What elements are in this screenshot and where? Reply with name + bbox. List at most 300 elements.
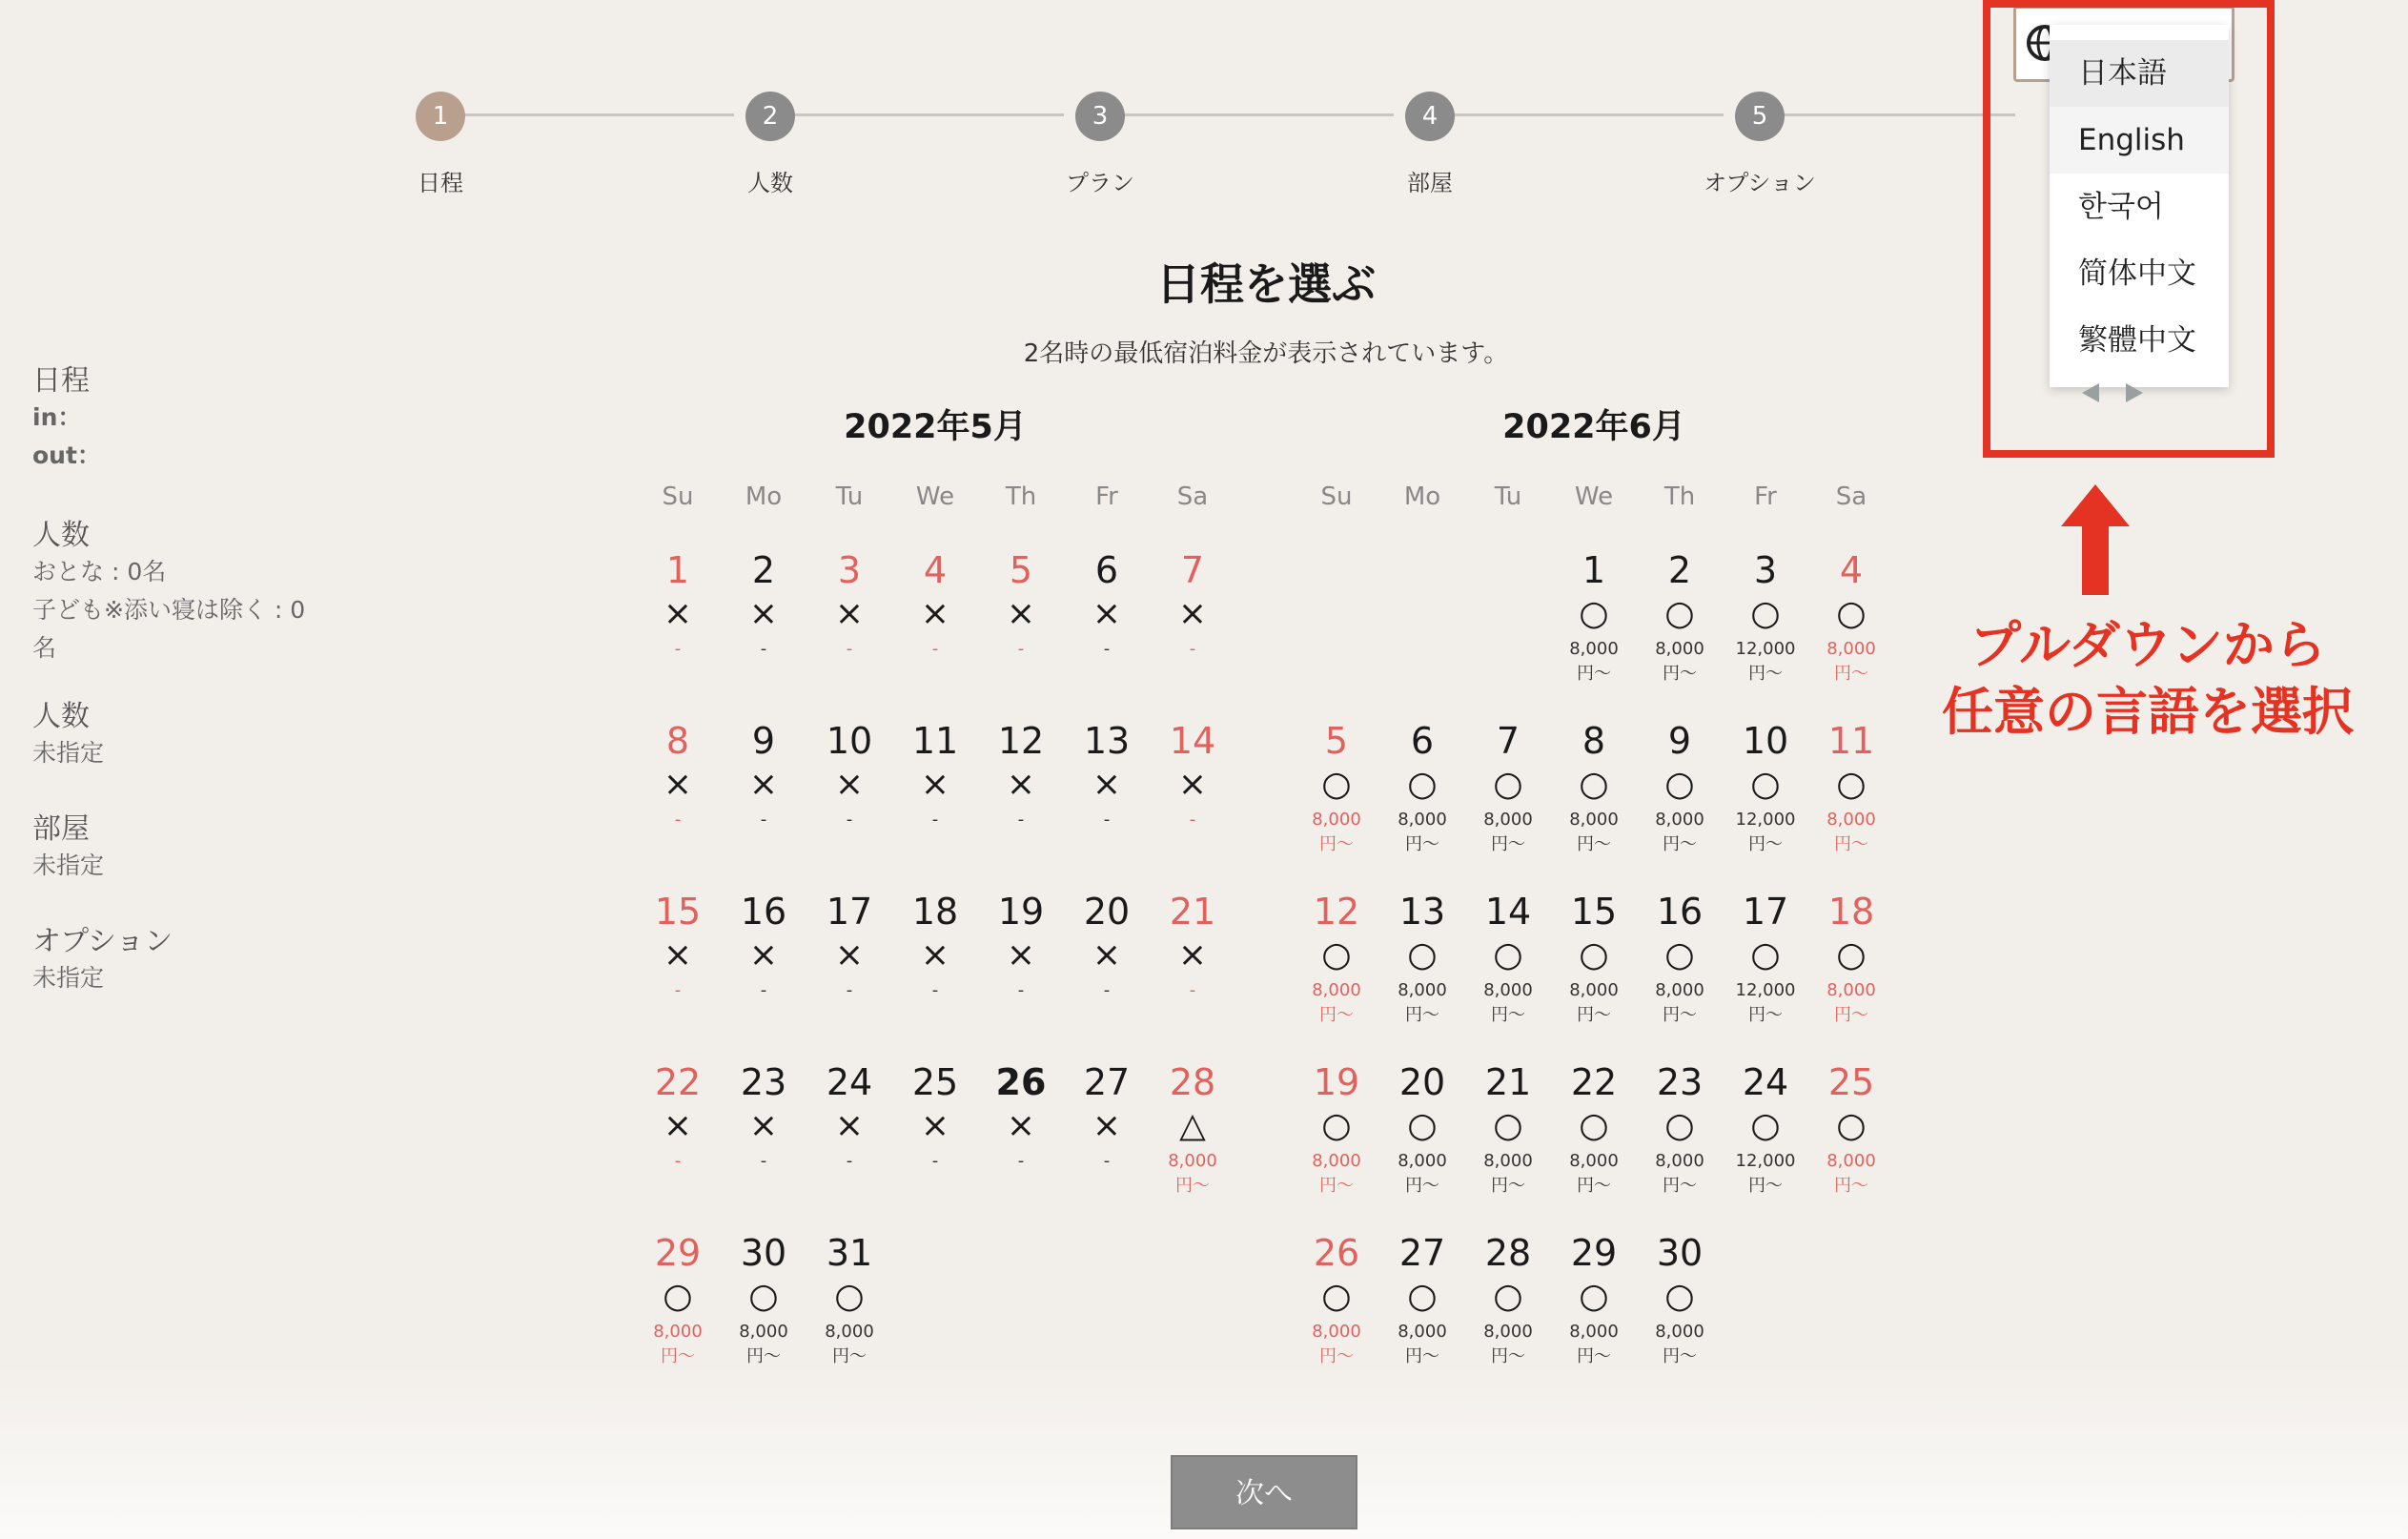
calendar-day (635, 1061, 721, 1223)
availability-mark: × (663, 1106, 693, 1145)
day-number: 29 (654, 1232, 702, 1274)
day-number: 13 (1083, 720, 1131, 762)
price-unit: 円〜 (1319, 834, 1354, 854)
calendar-day (978, 1061, 1064, 1223)
day-price (1379, 1320, 1465, 1369)
price-amount: 8,000 (1312, 980, 1361, 1000)
calendar-day[interactable] (1551, 1061, 1637, 1223)
price-amount: 8,000 (1826, 980, 1876, 1000)
calendar-day[interactable] (1465, 1232, 1551, 1394)
availability-mark: ○ (1579, 1106, 1609, 1145)
step-number: 1 (416, 92, 465, 141)
day-price (1723, 637, 1808, 687)
calendar-day[interactable] (1379, 1232, 1465, 1394)
day-price (1808, 1149, 1894, 1199)
availability-mark: ○ (1493, 1277, 1523, 1316)
calendar-day (978, 720, 1064, 882)
day-number: 11 (1827, 720, 1875, 762)
day-price (1637, 1149, 1723, 1199)
day-number: 14 (1169, 720, 1216, 762)
day-number: 5 (1009, 549, 1033, 591)
day-price (1294, 1149, 1379, 1199)
availability-mark: × (1092, 765, 1122, 804)
day-number: 15 (654, 891, 702, 933)
day-price (806, 1320, 892, 1369)
price-unit: 円〜 (1577, 1176, 1611, 1196)
availability-mark: ○ (1664, 765, 1695, 804)
availability-mark: ○ (1750, 935, 1781, 975)
calendar-day (721, 549, 806, 711)
calendar-day[interactable] (1551, 720, 1637, 882)
calendar-day[interactable] (1465, 720, 1551, 882)
price-unit: 円〜 (1577, 1005, 1611, 1025)
calendar-day (892, 720, 978, 882)
calendar-day[interactable] (1465, 1061, 1551, 1223)
day-price: - (931, 810, 939, 830)
availability-mark: ○ (1579, 594, 1609, 633)
price-unit: 円〜 (1663, 1176, 1697, 1196)
price-amount: 8,000 (653, 1322, 703, 1342)
language-option-japanese[interactable]: 日本語 (2050, 40, 2229, 107)
availability-mark: ○ (1493, 935, 1523, 975)
availability-mark: ○ (1750, 1106, 1781, 1145)
availability-mark: × (1006, 1106, 1036, 1145)
step-schedule[interactable] (326, 92, 555, 197)
price-unit: 円〜 (1834, 1005, 1868, 1025)
price-unit: 円〜 (1834, 1176, 1868, 1196)
calendar-day[interactable] (1551, 1232, 1637, 1394)
step-label: 人数 (747, 170, 793, 196)
availability-mark: △ (1179, 1106, 1206, 1145)
availability-mark: × (748, 1106, 779, 1145)
price-unit: 円〜 (661, 1346, 695, 1366)
day-price (1551, 978, 1637, 1028)
price-unit: 円〜 (746, 1346, 781, 1366)
summary-adults: おとな : 0名 (32, 558, 167, 585)
price-unit: 円〜 (1319, 1346, 1354, 1366)
availability-mark: ○ (1321, 1106, 1352, 1145)
calendar-day[interactable] (1294, 891, 1379, 1053)
day-price: - (1017, 810, 1025, 830)
price-amount: 8,000 (1168, 1151, 1217, 1171)
price-amount: 8,000 (739, 1322, 788, 1342)
price-amount: 8,000 (1655, 639, 1704, 659)
availability-mark: × (748, 765, 779, 804)
price-amount: 8,000 (1569, 980, 1619, 1000)
availability-mark: ○ (1664, 1106, 1695, 1145)
day-number: 29 (1570, 1232, 1618, 1274)
calendar-day[interactable] (1637, 891, 1723, 1053)
calendar-day (806, 891, 892, 1053)
day-number: 11 (911, 720, 959, 762)
summary-option-heading: オプション (32, 925, 173, 958)
price-unit: 円〜 (1405, 834, 1439, 854)
day-number: 20 (1398, 1061, 1446, 1103)
price-amount: 8,000 (1826, 639, 1876, 659)
summary-checkin: in： (32, 403, 82, 431)
price-unit: 円〜 (1319, 1176, 1354, 1196)
availability-mark: ○ (1836, 935, 1867, 975)
day-price (1379, 978, 1465, 1028)
calendar-day[interactable] (1294, 1061, 1379, 1223)
calendar-day[interactable] (1379, 1061, 1465, 1223)
day-number: 30 (740, 1232, 787, 1274)
weekday-label: Th (1005, 482, 1037, 511)
calendar-day (1064, 549, 1150, 711)
price-unit: 円〜 (1405, 1005, 1439, 1025)
calendar-day (1150, 891, 1235, 1053)
price-unit: 円〜 (1663, 834, 1697, 854)
day-price: - (1189, 639, 1196, 659)
page-title: 日程を選ぶ (1156, 258, 1376, 310)
annotation-line-2: 任意の言語を選択 (1942, 682, 2354, 742)
availability-mark: ○ (1836, 765, 1867, 804)
day-number: 31 (826, 1232, 873, 1274)
summary-checkout: out： (32, 441, 101, 469)
summary-children-unit: 名 (32, 634, 57, 662)
next-button[interactable]: 次へ (1171, 1455, 1357, 1529)
language-option-traditional-chinese[interactable]: 繁體中文 (2078, 323, 2196, 358)
calendar-day (635, 891, 721, 1053)
availability-mark: × (834, 1106, 865, 1145)
calendar-day[interactable] (806, 1232, 892, 1394)
day-number: 22 (654, 1061, 702, 1103)
calendar-day (721, 891, 806, 1053)
price-amount: 12,000 (1735, 1151, 1796, 1171)
calendar-day (978, 549, 1064, 711)
day-price: - (760, 810, 767, 830)
calendar-day[interactable] (1808, 891, 1894, 1053)
day-number: 6 (1410, 720, 1435, 762)
availability-mark: × (1006, 935, 1036, 975)
price-unit: 円〜 (1491, 1005, 1525, 1025)
day-number: 9 (751, 720, 776, 762)
weekday-label: Sa (1176, 482, 1209, 511)
price-amount: 8,000 (1655, 1151, 1704, 1171)
language-option-simplified-chinese[interactable]: 简体中文 (2078, 256, 2196, 291)
day-number: 21 (1169, 891, 1216, 933)
price-unit: 円〜 (1491, 834, 1525, 854)
day-price (1551, 1149, 1637, 1199)
day-number: 19 (1313, 1061, 1360, 1103)
day-price: - (931, 1151, 939, 1171)
availability-mark: × (748, 935, 779, 975)
weekday-label: Mo (1403, 482, 1441, 511)
summary-schedule-heading: 日程 (32, 364, 90, 398)
summary-room-heading: 部屋 (32, 812, 90, 846)
price-unit: 円〜 (1405, 1346, 1439, 1366)
day-price: - (760, 980, 767, 1000)
day-price (1294, 978, 1379, 1028)
day-price: - (1189, 810, 1196, 830)
day-price: - (931, 639, 939, 659)
day-price: - (1017, 980, 1025, 1000)
availability-mark: × (920, 594, 950, 633)
day-price (1723, 978, 1808, 1028)
calendar-june (1294, 400, 1894, 1366)
summary-people-heading: 人数 (32, 519, 90, 552)
calendar-day[interactable] (1723, 720, 1808, 882)
calendar-day[interactable] (1637, 720, 1723, 882)
annotation-text (1907, 612, 2389, 746)
availability-mark: × (663, 765, 693, 804)
summary-people2-value: 未指定 (32, 739, 105, 767)
day-price (1551, 808, 1637, 857)
calendar-day[interactable] (1808, 1061, 1894, 1223)
price-unit: 円〜 (1491, 1176, 1525, 1196)
day-number: 21 (1484, 1061, 1532, 1103)
calendar-day (806, 1061, 892, 1223)
month-title: 2022年6月 (1502, 408, 1685, 446)
step-number: 5 (1735, 92, 1785, 141)
availability-mark: ○ (663, 1277, 693, 1316)
availability-mark: ○ (748, 1277, 779, 1316)
price-amount: 8,000 (1312, 1322, 1361, 1342)
day-number: 7 (1496, 720, 1520, 762)
availability-mark: ○ (1493, 765, 1523, 804)
weekday-label: We (915, 482, 955, 511)
price-unit: 円〜 (1577, 834, 1611, 854)
calendar-day[interactable] (1294, 1232, 1379, 1394)
availability-mark: ○ (1493, 1106, 1523, 1145)
day-number: 25 (1827, 1061, 1875, 1103)
calendar-day[interactable] (1637, 1061, 1723, 1223)
calendar-day[interactable] (1808, 720, 1894, 882)
day-number: 22 (1570, 1061, 1618, 1103)
day-price (1379, 1149, 1465, 1199)
weekday-label: Fr (1095, 482, 1118, 511)
calendar-may (635, 400, 1235, 1366)
day-price: - (674, 980, 682, 1000)
day-price: - (760, 639, 767, 659)
calendar-day (635, 720, 721, 882)
day-price: - (1103, 980, 1111, 1000)
day-number: 3 (1753, 549, 1778, 591)
calendar-day (892, 549, 978, 711)
step-people[interactable] (656, 92, 885, 197)
page-subtitle: 2名時の最低宿泊料金が表示されています。 (1023, 339, 1509, 368)
price-amount: 8,000 (825, 1322, 874, 1342)
day-number: 25 (911, 1061, 959, 1103)
step-label: 日程 (418, 170, 463, 196)
availability-mark: ○ (1321, 935, 1352, 975)
day-number: 23 (1656, 1061, 1704, 1103)
day-number: 3 (837, 549, 862, 591)
price-unit: 円〜 (1748, 664, 1783, 684)
day-price: - (1017, 1151, 1025, 1171)
price-unit: 円〜 (1663, 1005, 1697, 1025)
availability-mark: × (1092, 1106, 1122, 1145)
availability-mark: × (834, 765, 865, 804)
calendar-day (806, 549, 892, 711)
price-amount: 8,000 (1655, 1322, 1704, 1342)
weekday-label: Su (1320, 482, 1353, 511)
day-number: 17 (826, 891, 873, 933)
summary-option-value: 未指定 (32, 964, 105, 992)
day-price: - (674, 1151, 682, 1171)
availability-mark: ○ (1750, 765, 1781, 804)
availability-mark: × (920, 765, 950, 804)
step-label: オプション (1704, 170, 1816, 196)
day-number: 18 (1827, 891, 1875, 933)
month-title: 2022年5月 (844, 408, 1027, 446)
calendar-day[interactable] (1723, 891, 1808, 1053)
calendar-day (635, 549, 721, 711)
calendar-day (1064, 1061, 1150, 1223)
weekday-header (1294, 482, 1894, 521)
price-amount: 8,000 (1483, 810, 1533, 830)
step-plan[interactable] (986, 92, 1214, 197)
calendar-day[interactable] (721, 1232, 806, 1394)
price-amount: 8,000 (1312, 810, 1361, 830)
price-unit: 円〜 (1405, 1176, 1439, 1196)
day-price (1808, 637, 1894, 687)
calendar-day[interactable] (1294, 720, 1379, 882)
day-number: 12 (1313, 891, 1360, 933)
weekday-label: Tu (1494, 482, 1522, 511)
day-price (1465, 978, 1551, 1028)
day-number: 1 (1582, 549, 1606, 591)
calendar-day[interactable] (1637, 1232, 1723, 1394)
calendar-day[interactable] (1808, 549, 1894, 711)
availability-mark: × (1177, 935, 1208, 975)
day-price: - (760, 1151, 767, 1171)
day-price (1808, 978, 1894, 1028)
day-number: 8 (665, 720, 690, 762)
calendar-day[interactable] (1551, 891, 1637, 1053)
day-price: - (1017, 639, 1025, 659)
availability-mark: × (1092, 935, 1122, 975)
step-label: プラン (1066, 170, 1134, 196)
price-unit: 円〜 (1577, 664, 1611, 684)
step-option[interactable] (1645, 92, 1874, 197)
price-unit: 円〜 (1491, 1346, 1525, 1366)
booking-summary-sidebar (32, 357, 357, 997)
price-unit: 円〜 (1577, 1346, 1611, 1366)
price-amount: 8,000 (1483, 1322, 1533, 1342)
day-price (1723, 808, 1808, 857)
weekday-label: Sa (1835, 482, 1867, 511)
day-price (1150, 1149, 1235, 1199)
price-amount: 8,000 (1655, 810, 1704, 830)
calendar-day[interactable] (1723, 549, 1808, 711)
calendar-day[interactable] (1379, 891, 1465, 1053)
day-price (1637, 1320, 1723, 1369)
day-number: 1 (665, 549, 690, 591)
day-price: - (846, 980, 853, 1000)
annotation-line-1: プルダウンから (1969, 615, 2326, 675)
price-amount: 8,000 (1826, 810, 1876, 830)
availability-mark: × (1092, 594, 1122, 633)
availability-mark: × (748, 594, 779, 633)
availability-mark: ○ (1407, 1277, 1438, 1316)
step-number: 2 (745, 92, 795, 141)
calendar-day (892, 891, 978, 1053)
price-unit: 円〜 (1663, 1346, 1697, 1366)
availability-mark: ○ (834, 1277, 865, 1316)
calendar-day[interactable] (1150, 1061, 1235, 1223)
price-unit: 円〜 (1834, 664, 1868, 684)
step-room[interactable] (1316, 92, 1544, 197)
day-number: 18 (911, 891, 959, 933)
day-number: 24 (1742, 1061, 1789, 1103)
calendar-day (1150, 549, 1235, 711)
day-price (1379, 808, 1465, 857)
availability-mark: × (1177, 765, 1208, 804)
availability-mark: ○ (1579, 935, 1609, 975)
language-option-english[interactable]: English (2050, 107, 2229, 174)
day-price (1294, 808, 1379, 857)
day-number: 9 (1667, 720, 1692, 762)
weekday-label: Su (662, 482, 694, 511)
day-price (1294, 1320, 1379, 1369)
price-unit: 円〜 (1748, 834, 1783, 854)
day-price: - (674, 810, 682, 830)
price-unit: 円〜 (1834, 834, 1868, 854)
day-price (1551, 1320, 1637, 1369)
day-number: 24 (826, 1061, 873, 1103)
day-number: 23 (740, 1061, 787, 1103)
price-unit: 円〜 (1319, 1005, 1354, 1025)
availability-mark: × (1177, 594, 1208, 633)
weekday-label: Fr (1754, 482, 1777, 511)
day-number: 26 (1313, 1232, 1360, 1274)
availability-mark: ○ (1664, 594, 1695, 633)
day-number: 14 (1484, 891, 1532, 933)
day-number: 4 (923, 549, 948, 591)
day-price: - (1189, 980, 1196, 1000)
day-price: - (931, 980, 939, 1000)
day-price (1723, 1149, 1808, 1199)
day-number: 17 (1742, 891, 1789, 933)
step-number: 4 (1405, 92, 1455, 141)
day-number: 2 (1667, 549, 1692, 591)
price-amount: 8,000 (1569, 1151, 1619, 1171)
price-amount: 8,000 (1483, 980, 1533, 1000)
day-number: 10 (826, 720, 873, 762)
step-label: 部屋 (1407, 170, 1453, 196)
calendar-day (978, 891, 1064, 1053)
day-number: 15 (1570, 891, 1618, 933)
day-number: 6 (1094, 549, 1119, 591)
calendar-day[interactable] (1723, 1061, 1808, 1223)
day-number: 19 (997, 891, 1045, 933)
day-number: 16 (740, 891, 787, 933)
day-number: 7 (1180, 549, 1205, 591)
price-amount: 8,000 (1312, 1151, 1361, 1171)
day-number: 13 (1398, 891, 1446, 933)
day-price: - (846, 639, 853, 659)
calendar-day[interactable] (1465, 891, 1551, 1053)
summary-children: 子ども※添い寝は除く : 0 (32, 596, 306, 624)
weekday-header (635, 482, 1235, 521)
day-price (1551, 637, 1637, 687)
calendar-day[interactable] (1637, 549, 1723, 711)
availability-mark: × (834, 935, 865, 975)
availability-mark: × (1006, 594, 1036, 633)
weekday-label: Th (1663, 482, 1696, 511)
day-price (1637, 978, 1723, 1028)
calendar-day[interactable] (1379, 720, 1465, 882)
summary-room-value: 未指定 (32, 852, 105, 879)
calendar-day (1064, 720, 1150, 882)
calendar-day[interactable] (635, 1232, 721, 1394)
calendar-day (806, 720, 892, 882)
language-option-korean[interactable]: 한국어 (2078, 190, 2164, 224)
calendar-day[interactable] (1551, 549, 1637, 711)
availability-mark: ○ (1836, 594, 1867, 633)
availability-mark: × (920, 935, 950, 975)
